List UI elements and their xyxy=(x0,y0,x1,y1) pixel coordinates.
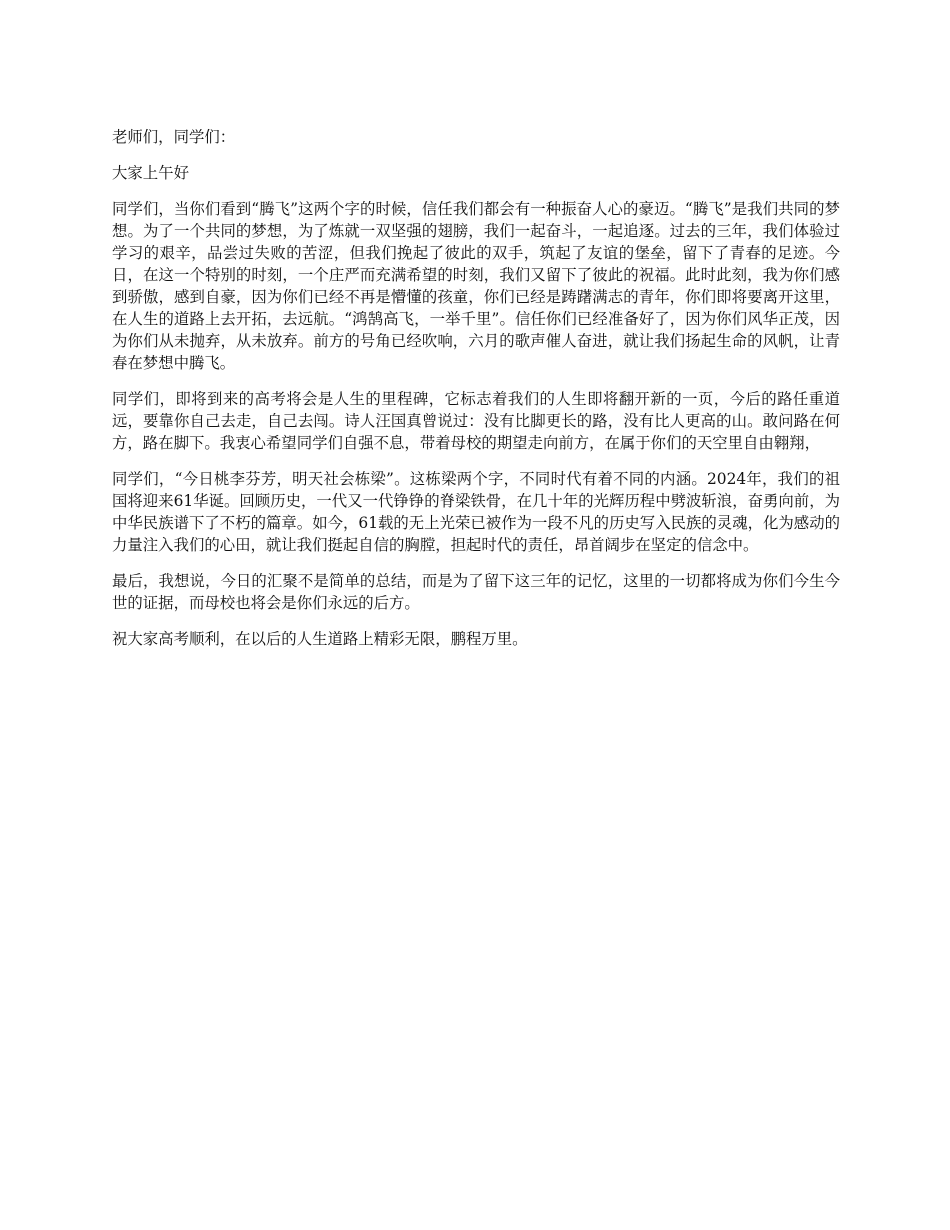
greeting: 老师们，同学们： xyxy=(112,128,236,146)
paragraph-5: 祝大家高考顺利，在以后的人生道路上精彩无限，鹏程万里。 xyxy=(112,630,528,648)
salutation: 大家上午好 xyxy=(112,164,189,182)
paragraph-2: 同学们，即将到来的高考将会是人生的里程碑，它标志着我们的人生即将翻开新的一页，今后的路任重道远，要靠你自己去走，自己去闯。诗人汪国真曾说过：没有比脚更长的路，没有比人更高的山。敢问路在何方，路在脚下。我衷心希望同学们自强不息，带着母校的期望走向前方，在属于你们的天空里自由翱翔， xyxy=(112,390,840,452)
paragraph-3: 同学们，“今日桃李芬芳，明天社会栋梁”。这栋梁两个字，不同时代有着不同的内涵。2024年，我们的祖国将迎来61华诞。回顾历史，一代又一代铮铮的脊梁铁骨，在几十年的光辉历程中劈波斩浪，奋勇向前，为中华民族谱下了不朽的篇章。如今，61载的无上光荣已被作为一段不凡的历史写入民族的灵魂，化为感动的力量注入我们的心田，就让我们挺起自信的胸膛，担起时代的责任，昂首阔步在坚定的信念中。 xyxy=(112,470,840,554)
paragraph-4: 最后，我想说，今日的汇聚不是简单的总结，而是为了留下这三年的记忆，这里的一切都将成为你们今生今世的证据，而母校也将会是你们永远的后方。 xyxy=(112,572,840,612)
paragraph-1: 同学们，当你们看到“腾飞”这两个字的时候，信任我们都会有一种振奋人心的豪迈。“腾飞”是我们共同的梦想。为了一个共同的梦想，为了炼就一双坚强的翅膀，我们一起奋斗，一起追逐。过去的三年，我们体验过学习的艰辛，品尝过失败的苦涩，但我们挽起了彼此的双手，筑起了友谊的堡垒，留下了青春的足迹。今日，在这一个特别的时刻，一个庄严而充满希望的时刻，我们又留下了彼此的祝福。此时此刻，我为你们感到骄傲，感到自豪，因为你们已经不再是懵懂的孩童，你们已经是踌躇满志的青年，你们即将要离开这里，在人生的道路上去开拓，去远航。“鸿鹄高飞，一举千里”。信任你们已经准备好了，因为你们风华正茂，因为你们从未抛弃，从未放弃。前方的号角已经吹响，六月的歌声催人奋进，就让我们扬起生命的风帆，让青春在梦想中腾飞。 xyxy=(112,200,840,372)
document-page xyxy=(112,126,840,664)
